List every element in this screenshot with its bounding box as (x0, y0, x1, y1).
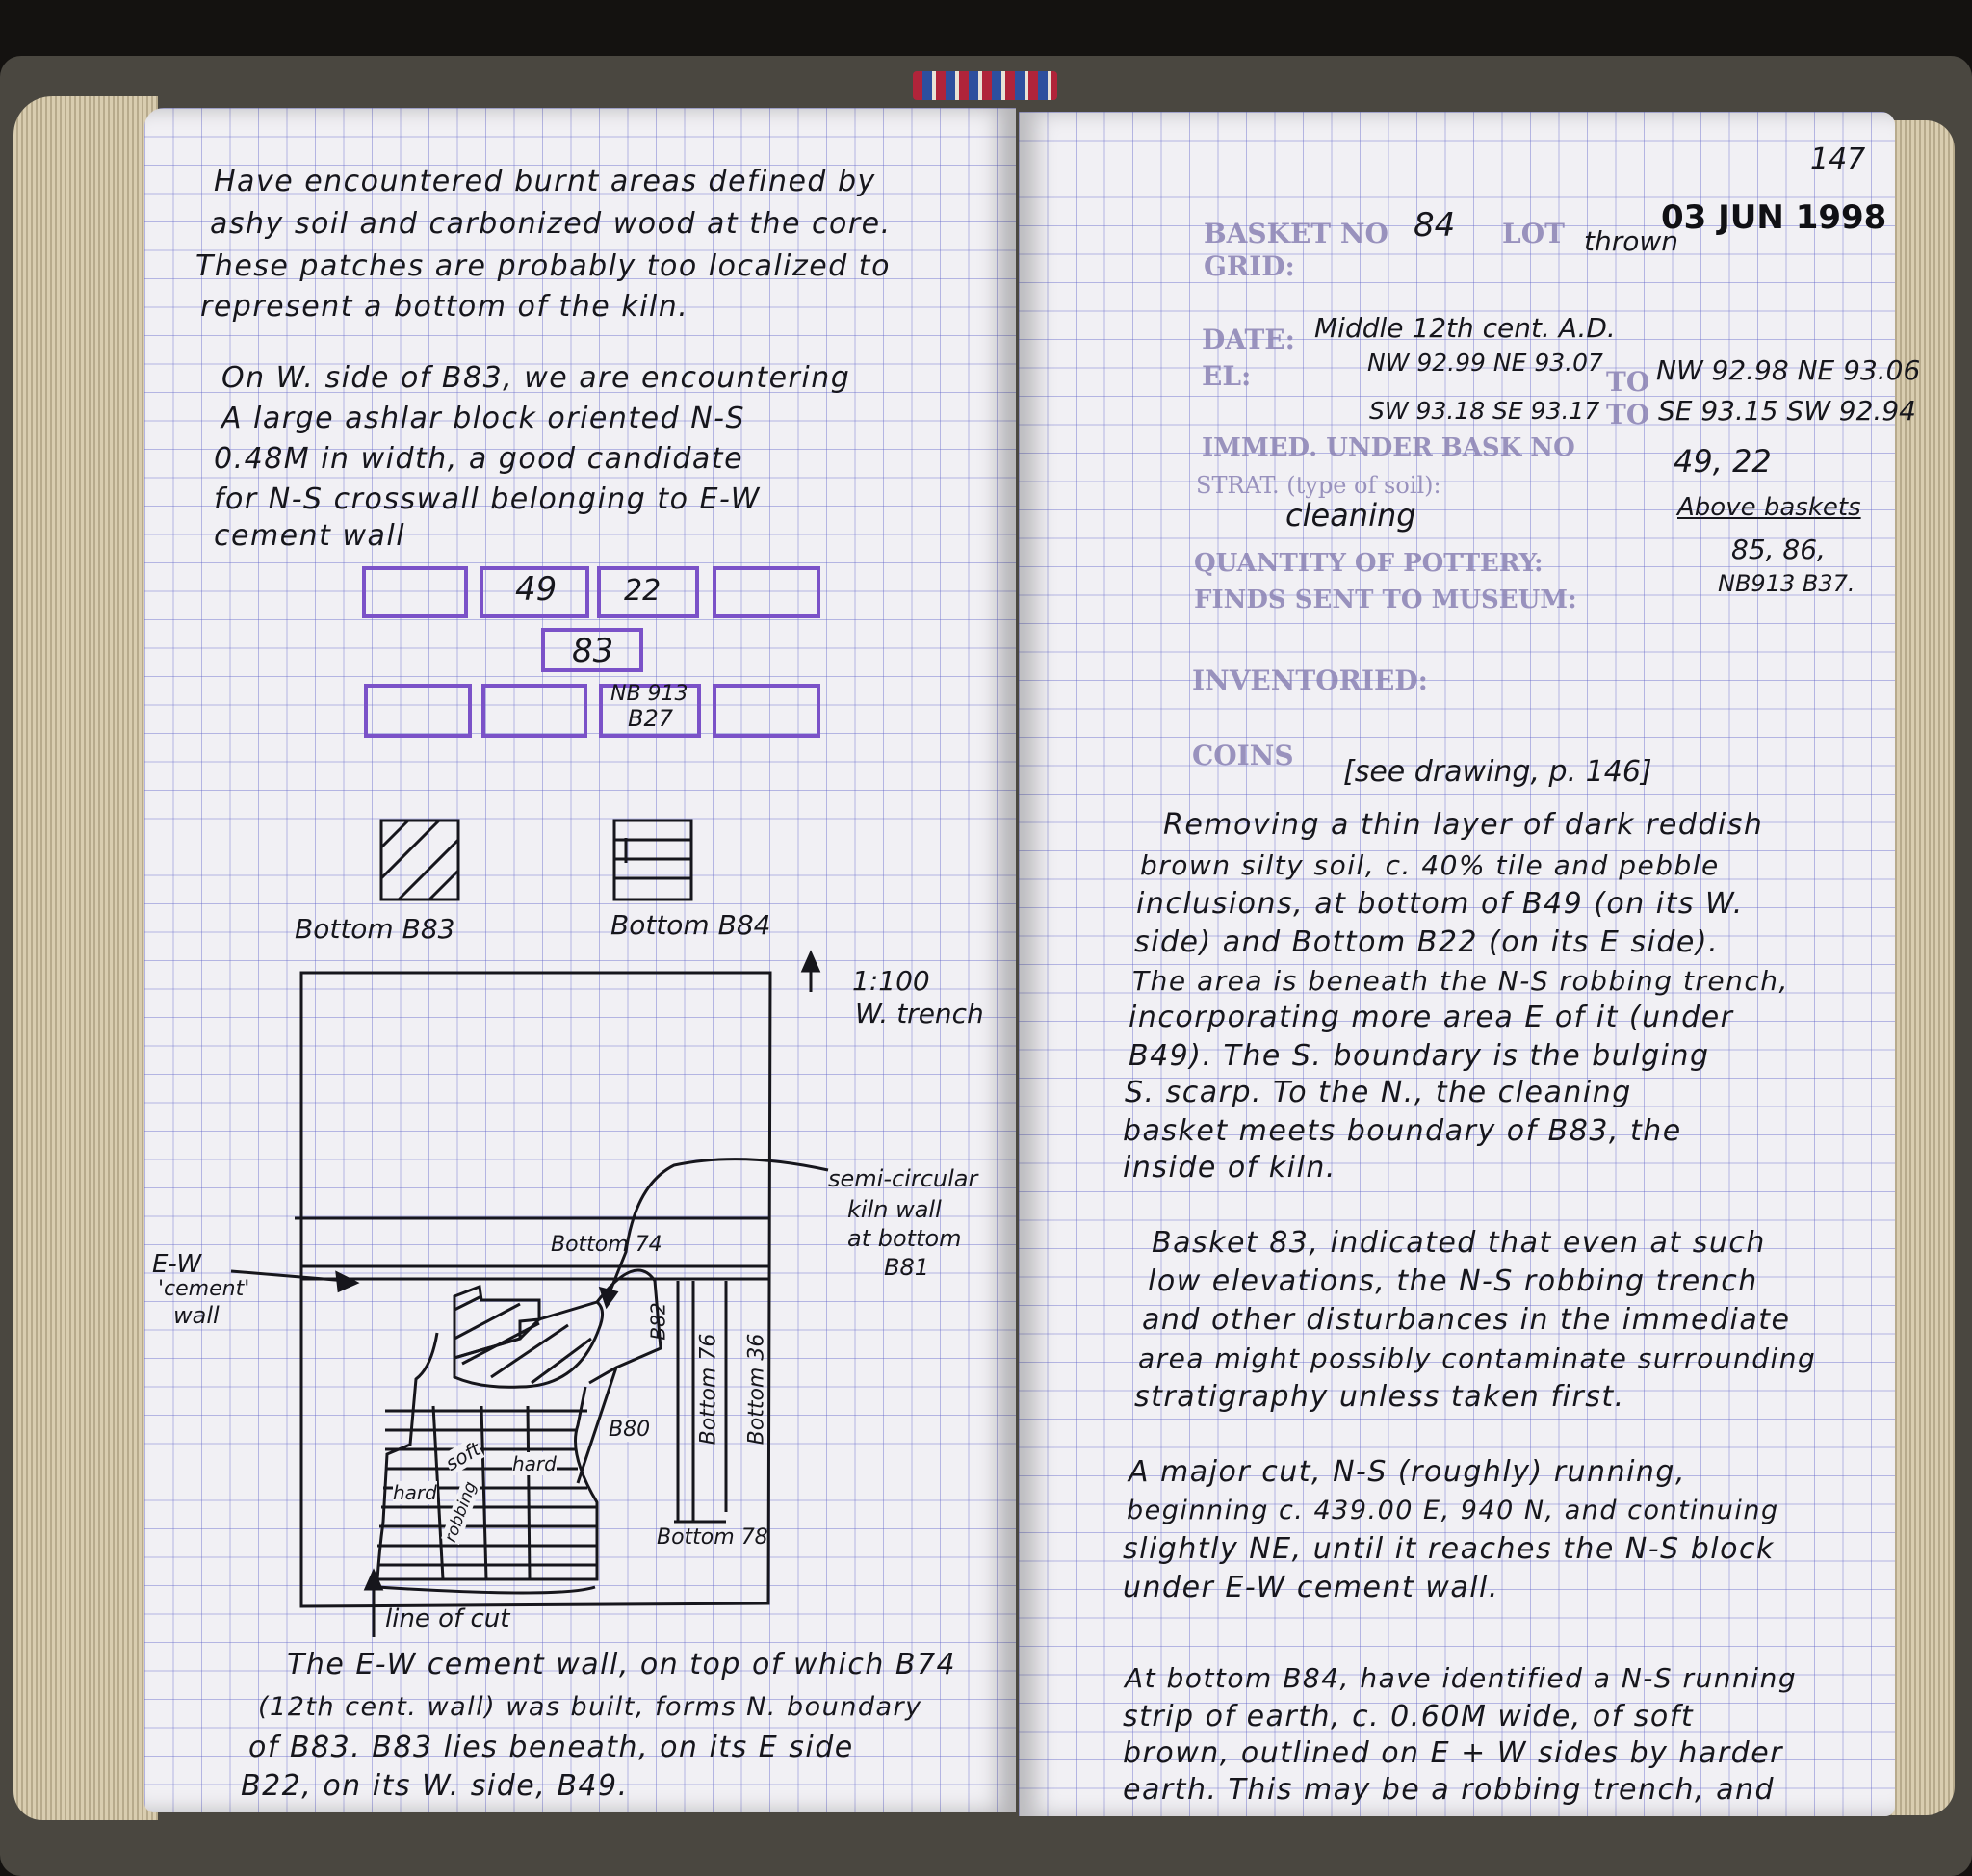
wall-label: wall (173, 1302, 220, 1329)
above-baskets-label: Above baskets (1677, 493, 1861, 522)
el-row1-value: NW 92.99 NE 93.07 (1367, 349, 1603, 377)
hard-label-2: hard (512, 1452, 557, 1475)
bottom-76-label: Bottom 76 (696, 1333, 721, 1446)
el-row2-value: SW 93.18 SE 93.17 (1369, 397, 1600, 425)
right-para1-line8: S. scarp. To the N., the cleaning (1125, 1076, 1632, 1109)
kiln-wall-label: kiln wall (847, 1196, 942, 1223)
b82-label: B82 (646, 1302, 670, 1341)
trench-label: W. trench (855, 998, 984, 1029)
right-para1-line6: incorporating more area E of it (under (1129, 1001, 1734, 1034)
hard-label-1: hard (393, 1481, 437, 1504)
cement-label: 'cement' (158, 1277, 250, 1301)
left-para1-line4: represent a bottom of the kiln. (200, 290, 689, 324)
stamp-coins: COINS (1192, 740, 1294, 771)
stamp-el: EL: (1202, 360, 1252, 392)
above-baskets-line2: NB913 B37. (1718, 570, 1855, 597)
grid-label-49: 49 (515, 570, 558, 609)
right-para1-line9: basket meets boundary of B83, the (1123, 1114, 1682, 1148)
right-para1-line2: brown silty soil, c. 40% tile and pebble (1140, 849, 1720, 881)
at-bottom-label: at bottom (847, 1225, 962, 1252)
stamp-to-1: TO (1606, 366, 1650, 398)
right-para3-line3: slightly NE, until it reaches the N-S block (1123, 1532, 1775, 1566)
right-para2-line5: stratigraphy unless taken first. (1134, 1380, 1625, 1414)
right-para1-line5: The area is beneath the N-S robbing trench, (1132, 965, 1789, 997)
stamp-strat: STRAT. (type of soil): (1196, 472, 1441, 499)
right-para3-line1: A major cut, N-S (roughly) running, (1129, 1455, 1687, 1489)
left-para3-line1: The E-W cement wall, on top of which B74 (287, 1648, 957, 1681)
left-para3-line3: of B83. B83 lies beneath, on its E side (248, 1731, 854, 1764)
lot-value: thrown (1584, 225, 1679, 257)
legend-bottom-b84: Bottom B84 (610, 909, 771, 941)
legend-bottom-b83: Bottom B83 (295, 913, 455, 945)
semi-circular-label: semi-circular (828, 1165, 978, 1192)
stamp-finds-museum: FINDS SENT TO MUSEUM: (1194, 586, 1577, 614)
grid-label-nb913: NB 913 (610, 682, 688, 706)
basket-number-value: 84 (1414, 206, 1456, 245)
bottom-74-label: Bottom 74 (551, 1233, 662, 1257)
right-para4-line1: At bottom B84, have identified a N-S running (1125, 1662, 1798, 1694)
stamp-date: DATE: (1202, 324, 1295, 355)
stamp-quantity-pottery: QUANTITY OF POTTERY: (1194, 549, 1544, 578)
stamp-inventoried: INVENTORIED: (1192, 664, 1428, 696)
to-row2-value: SE 93.15 SW 92.94 (1658, 395, 1916, 427)
bottom-36-label: Bottom 36 (744, 1333, 769, 1446)
bottom-78-label: Bottom 78 (657, 1525, 768, 1550)
right-para1-line4: side) and Bottom B22 (on its E side). (1134, 925, 1720, 959)
right-para2-line1: Basket 83, indicated that even at such (1152, 1226, 1766, 1260)
see-drawing-note: [see drawing, p. 146] (1343, 755, 1652, 789)
b81-label: B81 (884, 1254, 930, 1281)
left-para1-line1: Have encountered burnt areas defined by (214, 165, 876, 198)
right-para3-line2: beginning c. 439.00 E, 940 N, and continuing (1127, 1496, 1779, 1525)
stamp-immed-under: IMMED. UNDER BASK NO (1202, 433, 1575, 462)
right-para2-line3: and other disturbances in the immediate (1142, 1303, 1791, 1337)
b80-label: B80 (609, 1418, 651, 1442)
grid-label-b27: B27 (628, 705, 674, 732)
strat-value: cleaning (1285, 497, 1416, 534)
stamp-lot: LOT (1502, 218, 1565, 249)
left-para2-line4: for N-S crosswall belonging to E-W (214, 482, 761, 516)
left-para3-line2: (12th cent. wall) was built, forms N. boundary (258, 1692, 922, 1722)
right-para1-line7: B49). The S. boundary is the bulging (1129, 1039, 1710, 1073)
right-para3-line4: under E-W cement wall. (1123, 1571, 1499, 1604)
left-para3-line4: B22, on its W. side, B49. (241, 1769, 629, 1803)
left-para1-line2: ashy soil and carbonized wood at the core. (210, 207, 892, 241)
grid-label-22: 22 (624, 574, 662, 608)
robbing-label: robbing (441, 1478, 481, 1546)
stamp-grid: GRID: (1204, 250, 1295, 282)
grid-label-83: 83 (572, 632, 614, 670)
left-para1-line3: These patches are probably too localized to (195, 249, 891, 283)
stamp-to-2: TO (1606, 399, 1650, 430)
left-para2-line3: 0.48M in width, a good candidate (214, 442, 744, 476)
line-of-cut-label: line of cut (385, 1604, 510, 1633)
under-basket-value: 49, 22 (1674, 443, 1772, 480)
right-para1-line1: Removing a thin layer of dark reddish (1163, 808, 1764, 842)
scale-label: 1:100 (852, 965, 930, 997)
ew-label: E-W (152, 1250, 202, 1279)
right-para1-line10: inside of kiln. (1123, 1151, 1336, 1185)
page-number: 147 (1810, 143, 1866, 176)
right-para4-line3: brown, outlined on E + W sides by harder (1123, 1736, 1784, 1770)
to-row1-value: NW 92.98 NE 93.06 (1656, 354, 1921, 386)
right-para4-line2: strip of earth, c. 0.60M wide, of soft (1123, 1700, 1695, 1733)
right-para4-line4: earth. This may be a robbing trench, and (1123, 1773, 1776, 1807)
right-para2-line4: area might possibly contaminate surrounding (1138, 1342, 1817, 1374)
above-baskets-line1: 85, 86, (1731, 534, 1826, 565)
date-value: Middle 12th cent. A.D. (1314, 312, 1616, 344)
soft-label: soft (441, 1437, 485, 1475)
stamp-basket-no: BASKET NO (1204, 218, 1388, 249)
left-para2-line2: A large ashlar block oriented N-S (221, 402, 746, 435)
right-para1-line3: inclusions, at bottom of B49 (on its W. (1136, 887, 1744, 921)
left-para2-line1: On W. side of B83, we are encountering (221, 361, 851, 395)
left-para2-line5: cement wall (214, 519, 406, 553)
date-stamp: 03 JUN 1998 (1661, 198, 1887, 237)
right-para2-line2: low elevations, the N-S robbing trench (1148, 1264, 1758, 1298)
